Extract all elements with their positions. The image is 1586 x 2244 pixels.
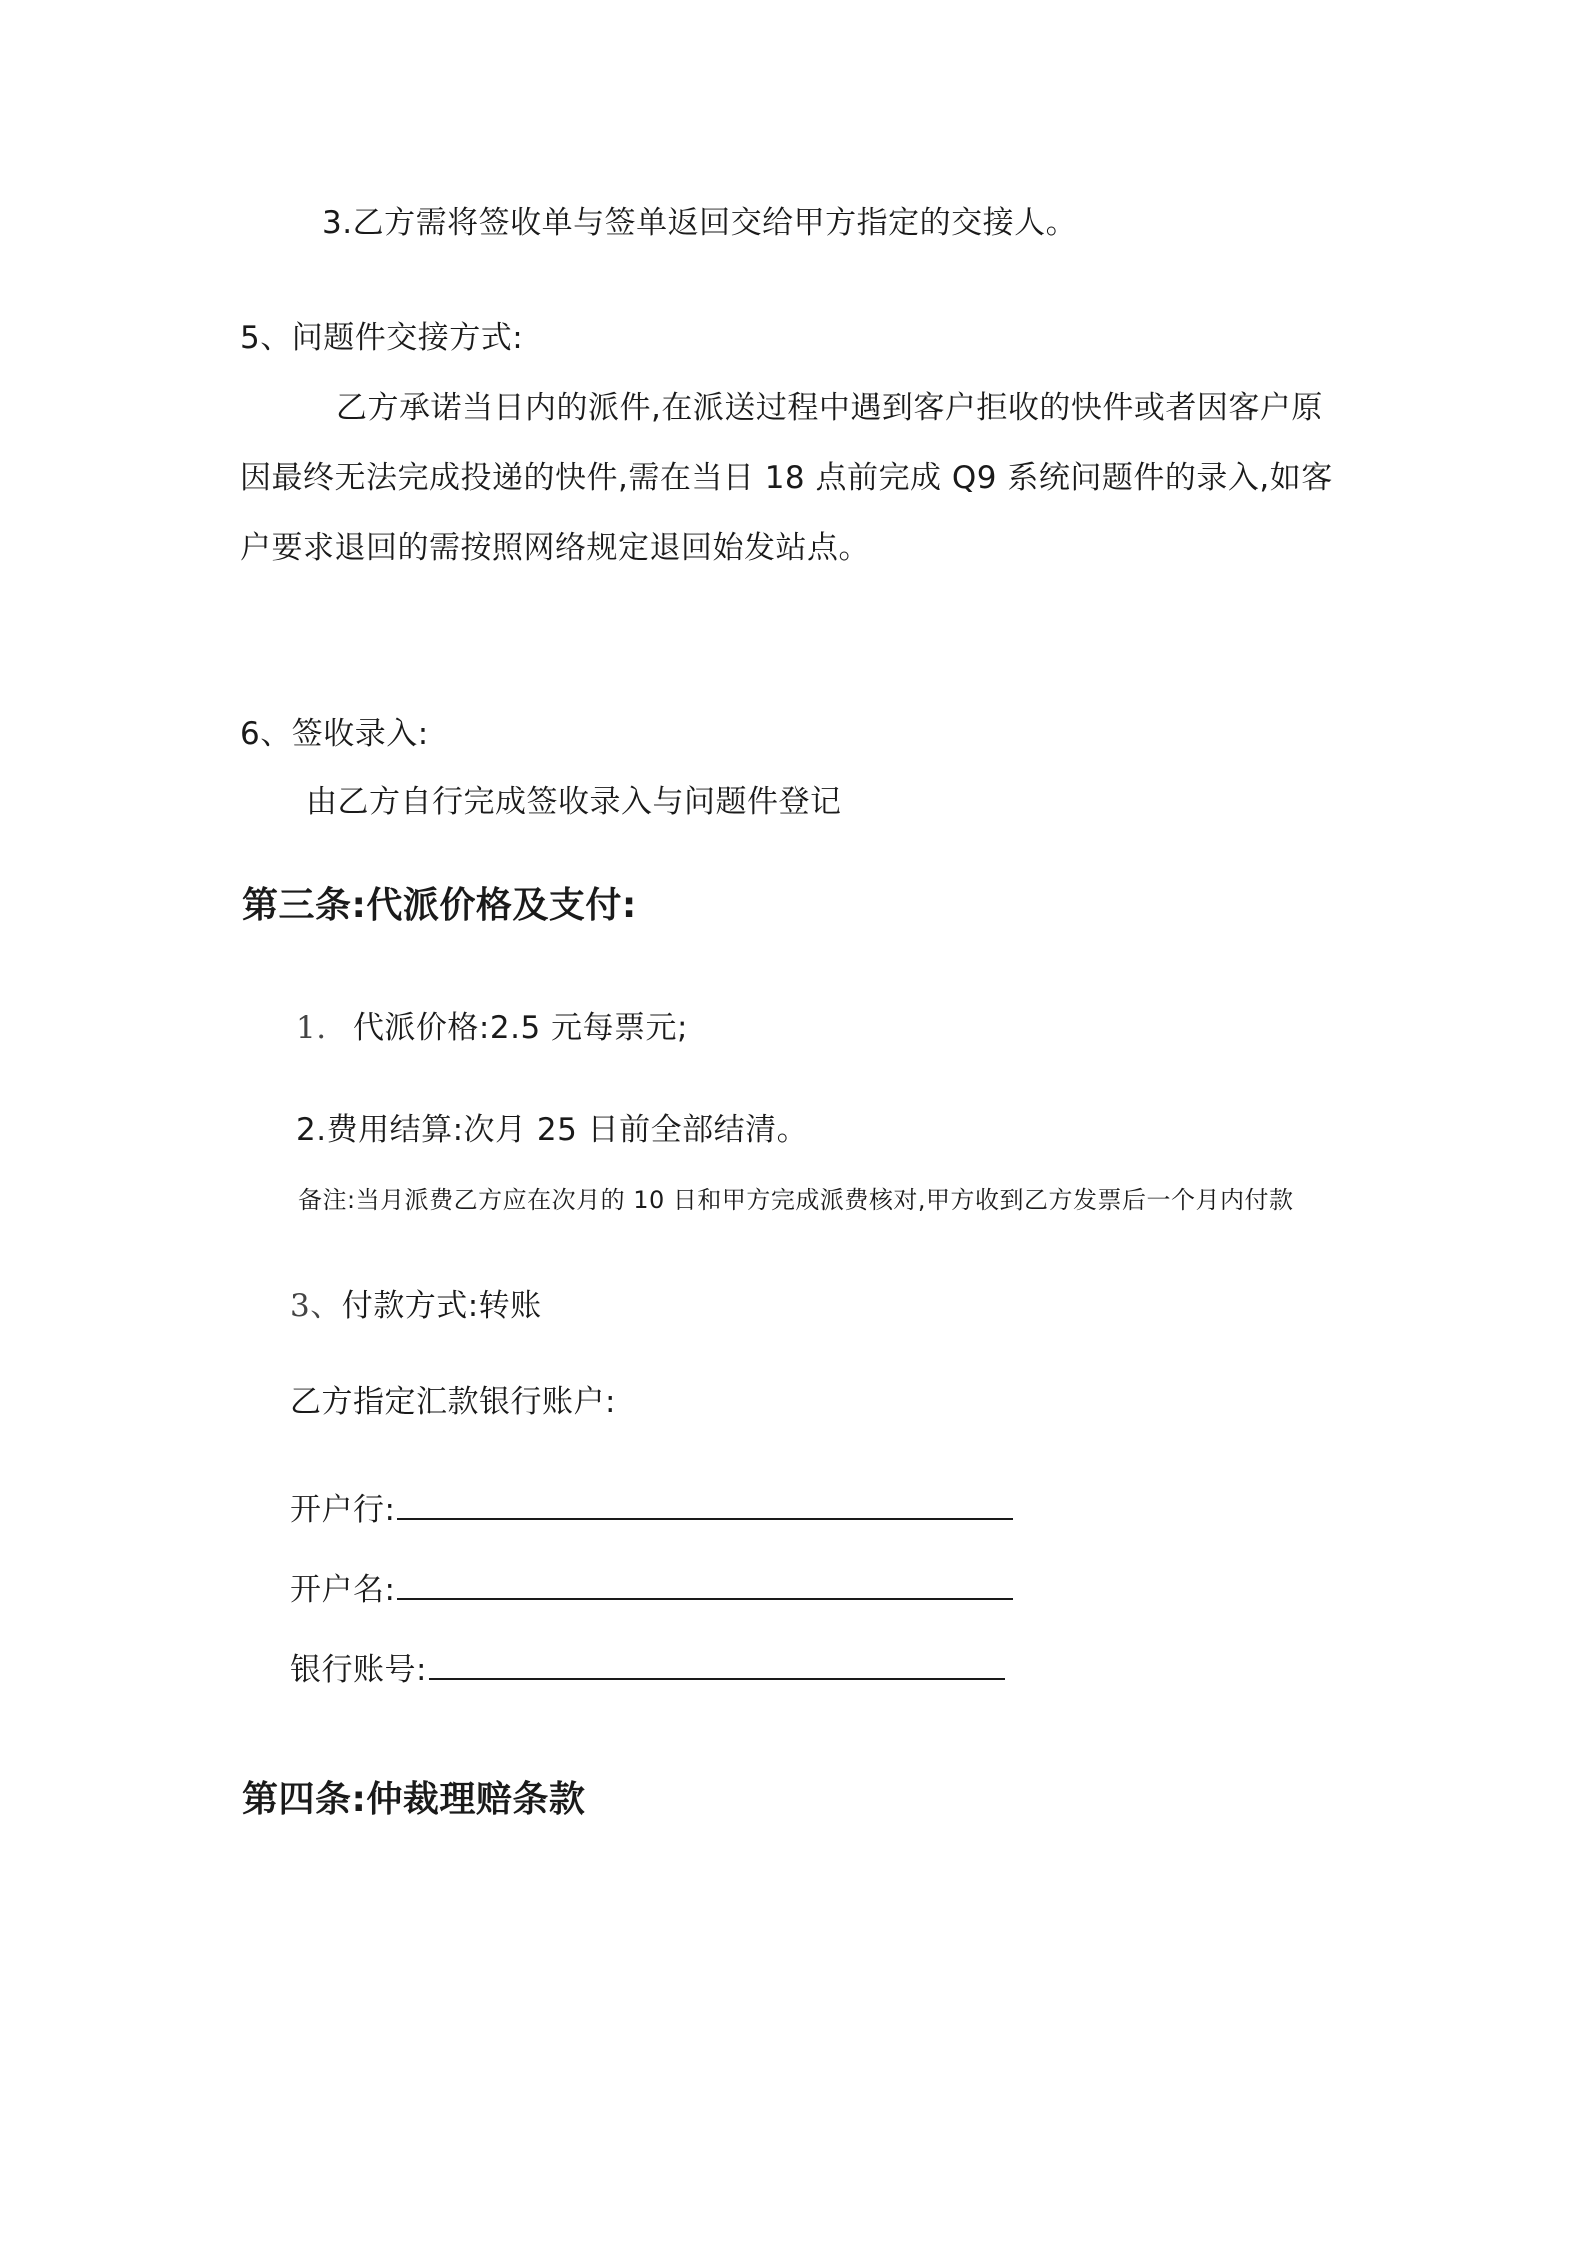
bank-label: 开户行: bbox=[290, 1492, 396, 1528]
settlement-item: 2.费用结算:次月 25 日前全部结清。 bbox=[296, 1112, 809, 1148]
payment-item-number: 3、 bbox=[290, 1288, 342, 1324]
settlement-note: 备注:当月派费乙方应在次月的 10 日和甲方完成派费核对,甲方收到乙方发票后一个月内付款 bbox=[298, 1186, 1294, 1214]
price-item bbox=[296, 1008, 688, 1048]
problem-parcel-line-1: 乙方承诺当日内的派件,在派送过程中遇到客户拒收的快件或者因客户原 bbox=[336, 390, 1323, 426]
account-name-field bbox=[290, 1570, 1013, 1610]
bank-account-title: 乙方指定汇款银行账户: bbox=[290, 1384, 616, 1420]
sign-entry-body: 由乙方自行完成签收录入与问题件登记 bbox=[306, 784, 842, 820]
account-name-blank-line[interactable] bbox=[397, 1570, 1013, 1600]
problem-parcel-line-3: 户要求退回的需按照网络规定退回始发站点。 bbox=[240, 530, 870, 566]
bank-field bbox=[290, 1490, 1013, 1530]
account-number-blank-line[interactable] bbox=[429, 1650, 1005, 1680]
price-item-text: 代派价格:2.5 元每票元; bbox=[352, 1010, 688, 1046]
price-item-number: 1. bbox=[296, 1010, 327, 1046]
account-number-field bbox=[290, 1650, 1005, 1690]
article-4-heading: 第四条:仲裁理赔条款 bbox=[242, 1779, 586, 1820]
payment-item bbox=[290, 1286, 542, 1326]
account-name-label: 开户名: bbox=[290, 1572, 396, 1608]
article-3-heading: 第三条:代派价格及支付: bbox=[242, 885, 637, 926]
sign-entry-title: 6、签收录入: bbox=[240, 716, 429, 752]
problem-parcel-line-2: 因最终无法完成投递的快件,需在当日 18 点前完成 Q9 系统问题件的录入,如客 bbox=[240, 460, 1333, 496]
item-3-handover: 3.乙方需将签收单与签单返回交给甲方指定的交接人。 bbox=[322, 205, 1078, 241]
problem-parcel-title: 5、问题件交接方式: bbox=[240, 320, 524, 356]
account-number-label: 银行账号: bbox=[290, 1652, 427, 1688]
payment-item-text: 付款方式:转账 bbox=[341, 1288, 542, 1324]
bank-blank-line[interactable] bbox=[397, 1490, 1013, 1520]
